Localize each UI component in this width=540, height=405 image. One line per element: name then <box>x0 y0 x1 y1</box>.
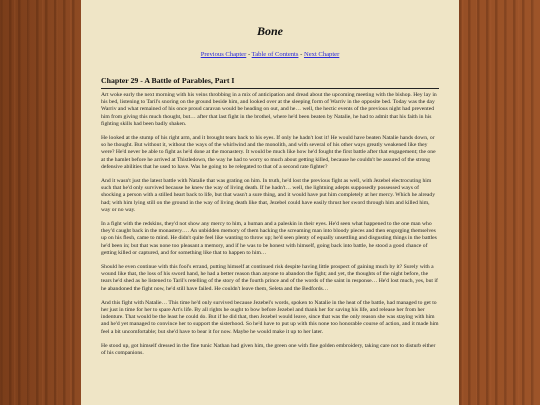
previous-chapter-link[interactable]: Previous Chapter <box>200 51 247 58</box>
paragraph: Art woke early the next morning with his veins throbbing in a mix of anticipation and dread about the upcoming meeting with the bishop. Hey lay in his bed, listening to Taril's snoring on the ground beside him, and looked over at the sleeping form of Warriv in the opposite bed. Today was the day Warriv and what remained of his once proud caravan would be heading on out, and he… well, the hectic events of the previous night had prevented him from giving this much thought, but… after that last fight in the brothel, where he'd been beaten by Natalie, he had to admit that his faith in his fighting skills had been badly shaken. <box>101 92 437 127</box>
paragraph: In a fight with the redskins, they'd not show any mercy to him, a human and a paleskin in their eyes. He'd seen what happened to the one man who they'd caught back in the monastery…. An unbidden memory of them hacking the screaming man into bloody pieces and then engorging themselves up on his flesh, came to mind. He didn't quite feel like wanting to throw up; he'd seen plenty of equally unsettling and disgusting things in the battles he'd been in; but that was none too pleasant a memory, and if he was to be honest with himself, going back into battle, he stood a good chance of getting killed or captured, and for something like that to happen to him… <box>101 221 437 256</box>
chapter-title: Chapter 29 - A Battle of Parables, Part I <box>101 76 439 89</box>
paragraph: He stood up, got himself dressed in the fine tunic Nathan had given him, the green one with fine golden embroidery, taking care not to disturb either of his companions. <box>101 342 436 357</box>
nav-separator: - <box>298 51 304 58</box>
paragraph: He looked at the stump of his right arm, and it brought tears back to his eyes. If only he hadn't lost it! He would have beaten Natalie hands down, or so he thought. But without it, without the ways of the whirlwind and the monolith, and with several of his other ways greatly weakened like they were? He'd never be able to fight as he'd done at the monastery. It would be much like how he'd fought the first battle after that engagement; the one at the hamlet before he arrived at Thistledown, the way he had to worry so much about getting killed, because he couldn't be assured of the strong defensive abilities that he used to have. Was he going to be relegated to that of a second rate fighter? <box>101 135 436 170</box>
next-chapter-link[interactable]: Next Chapter <box>303 51 340 58</box>
paragraph: And it wasn't just the latest battle with Natalie that was grating on him. In truth, he'd lost the previous fight as well, with Jezebel electrocuting him such that he'd only survived because he knew the way of living death. If he hadn't… well, the lightning adepts supposedly possessed ways of shocking a person with a stilled heart back to life, but that wasn't a sure thing, and it would have put him completely at her mercy. Which he already had; with him lying still on the ground in the way of living death like that, Jezebel could have easily thrust her sword through him and killed him, way or no way. <box>101 178 436 213</box>
paragraph: And this fight with Natalie… This time he'd only survived because Jezebel's words, spoken to Natalie in the heat of the battle, had managed to get to her just in time for her to spare Art's life. By all rights he ought to bow before Jezebel and thank her for saving his life, and release her from her indenture. That would be the least he could do. But if he did that, then Jezebel would leave, since that was the only reason she was staying with him and he'd yet managed to convince her to support the sisterhood. So he'd have to put up with this none too honorable course of action, and it made him feel a bit uncomfortable; but she'd have to bear it for now. Maybe he would make it up to her later. <box>101 299 439 335</box>
nav-separator: - <box>246 51 252 58</box>
book-title: Bone <box>256 24 283 38</box>
table-of-contents-link[interactable]: Table of Contents <box>251 51 299 58</box>
chapter-text <box>101 92 439 357</box>
paragraph: Should he even continue with this fool's errand, putting himself at continued risk despite having little prospect of gaining much by it? Surely with a wound like that, the loss of his sword hand, he had a better reason than anyone to abandon the fight; and yet, the thoughts of the night before, the tears he'd shed as he listened to Taril's retelling of the story of the fourth prince and of the words of the saint in response… He'd lost much, yes, but if he abandoned the fight now, he'd still have failed. He couldn't leave them, Seleta and the Bedfords… <box>101 264 438 292</box>
chapter-navigation <box>81 51 459 58</box>
page-content <box>81 0 459 405</box>
